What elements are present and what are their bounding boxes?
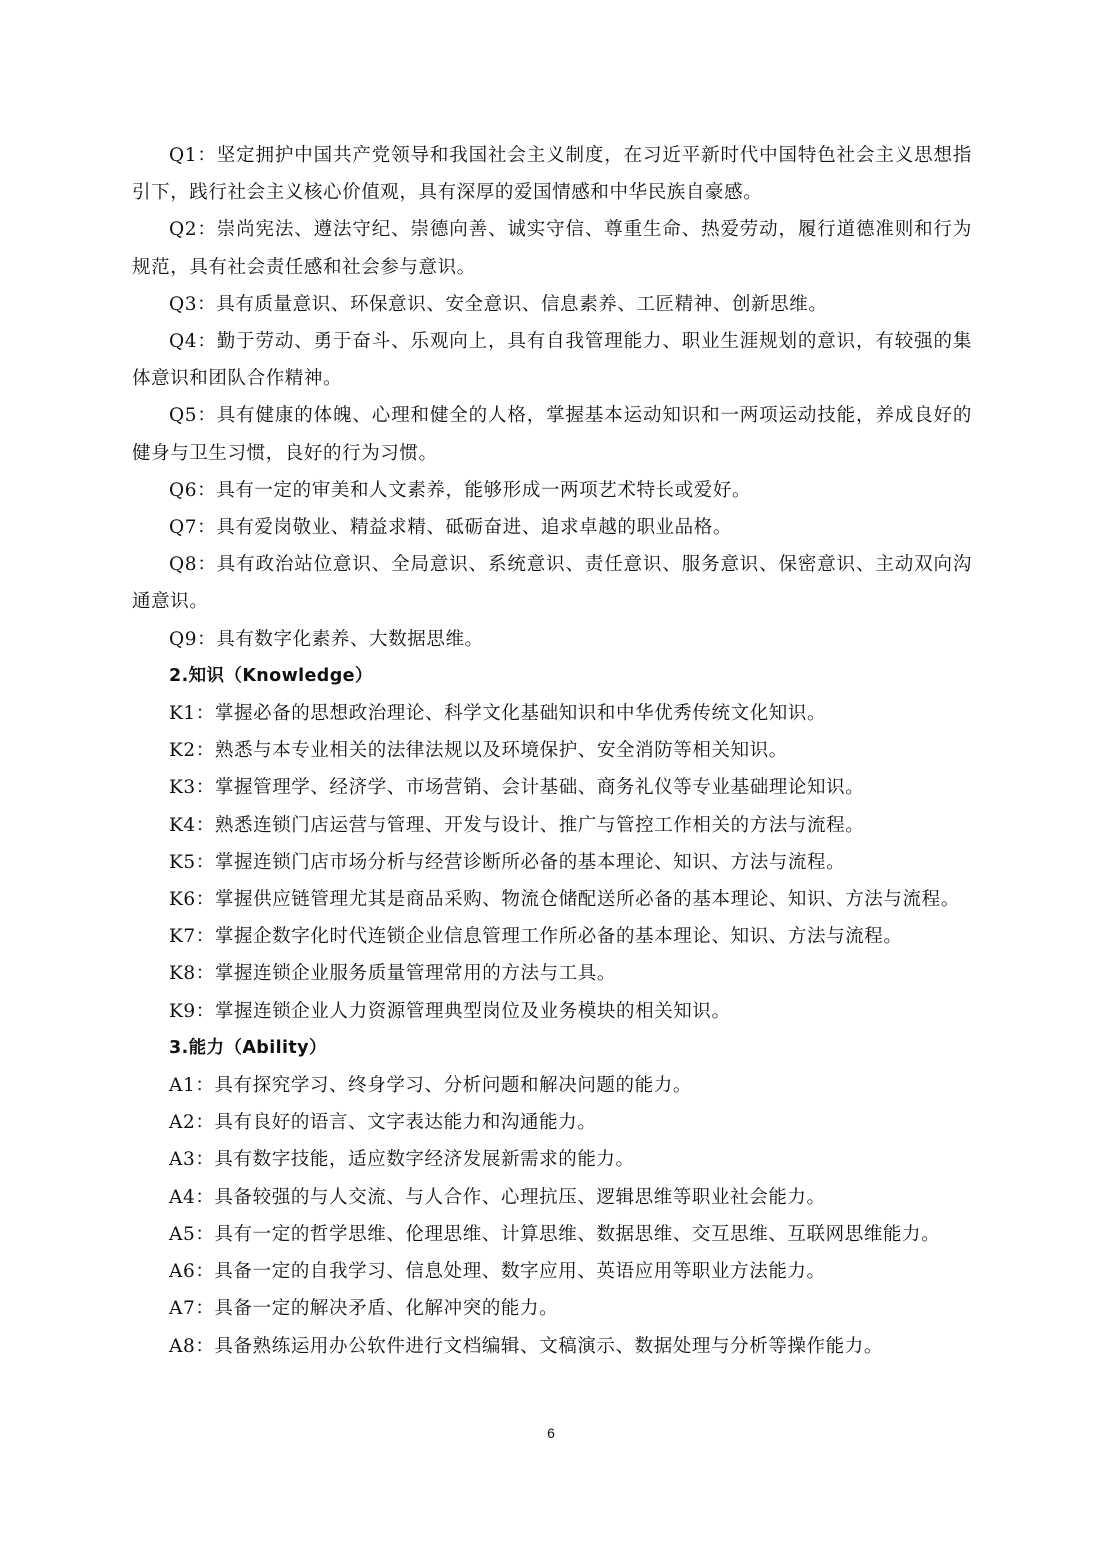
ability-item-a7: A7：具备一定的解决矛盾、化解冲突的能力。 xyxy=(169,1298,559,1320)
quality-item-q1: Q1：坚定拥护中国共产党领导和我国社会主义制度，在习近平新时代中国特色社会主义思想指引下，践行社会主义核心价值观，具有深厚的爱国情感和中华民族自豪感。 xyxy=(132,145,972,204)
page-content xyxy=(132,137,972,1365)
ability-item-a5: A5：具有一定的哲学思维、伦理思维、计算思维、数据思维、交互思维、互联网思维能力。 xyxy=(169,1223,941,1245)
quality-item-q4: Q4：勤于劳动、勇于奋斗、乐观向上，具有自我管理能力、职业生涯规划的意识，有较强的集体意识和团队合作精神。 xyxy=(132,331,972,390)
ability-item-a6: A6：具备一定的自我学习、信息处理、数字应用、英语应用等职业方法能力。 xyxy=(169,1261,826,1283)
ability-section xyxy=(132,1030,972,1365)
quality-item-q5: Q5：具有健康的体魄、心理和健全的人格，掌握基本运动知识和一两项运动技能，养成良好的健身与卫生习惯，良好的行为习惯。 xyxy=(132,405,972,464)
ability-item-a8: A8：具备熟练运用办公软件进行文档编辑、文稿演示、数据处理与分析等操作能力。 xyxy=(169,1335,883,1357)
knowledge-item-k5: K5：掌握连锁门店市场分析与经营诊断所必备的基本理论、知识、方法与流程。 xyxy=(169,851,846,873)
knowledge-item-k9: K9：掌握连锁企业人力资源管理典型岗位及业务模块的相关知识。 xyxy=(169,1000,731,1022)
knowledge-item-k4: K4：熟悉连锁门店运营与管理、开发与设计、推广与管控工作相关的方法与流程。 xyxy=(169,814,865,836)
knowledge-item-k3: K3：掌握管理学、经济学、市场营销、会计基础、商务礼仪等专业基础理论知识。 xyxy=(169,777,865,799)
quality-item-q6: Q6：具有一定的审美和人文素养，能够形成一两项艺术特长或爱好。 xyxy=(169,479,752,501)
quality-item-q3: Q3：具有质量意识、环保意识、安全意识、信息素养、工匠精神、创新思维。 xyxy=(169,293,828,315)
quality-item-q8: Q8：具有政治站位意识、全局意识、系统意识、责任意识、服务意识、保密意识、主动双向沟通意识。 xyxy=(132,554,972,613)
ability-item-a3: A3：具有数字技能，适应数字经济发展新需求的能力。 xyxy=(169,1149,635,1171)
page-number: 6 xyxy=(547,1425,555,1441)
knowledge-item-k8: K8：掌握连锁企业服务质量管理常用的方法与工具。 xyxy=(169,963,616,985)
knowledge-heading: 2.知识（Knowledge） xyxy=(169,665,373,686)
quality-section xyxy=(132,137,972,658)
ability-item-a2: A2：具有良好的语言、文字表达能力和沟通能力。 xyxy=(169,1112,597,1134)
quality-item-q7: Q7：具有爱岗敬业、精益求精、砥砺奋进、追求卓越的职业品格。 xyxy=(169,517,732,539)
quality-item-q9: Q9：具有数字化素养、大数据思维。 xyxy=(169,628,484,650)
knowledge-item-k6: K6：掌握供应链管理尤其是商品采购、物流仓储配送所必备的基本理论、知识、方法与流程。 xyxy=(169,889,960,911)
knowledge-section xyxy=(132,658,972,1030)
ability-item-a4: A4：具备较强的与人交流、与人合作、心理抗压、逻辑思维等职业社会能力。 xyxy=(169,1186,826,1208)
knowledge-item-k2: K2：熟悉与本专业相关的法律法规以及环境保护、安全消防等相关知识。 xyxy=(169,740,788,762)
ability-heading: 3.能力（Ability） xyxy=(169,1037,327,1058)
quality-item-q2: Q2：崇尚宪法、遵法守纪、崇德向善、诚实守信、尊重生命、热爱劳动，履行道德准则和行为规范，具有社会责任感和社会参与意识。 xyxy=(132,219,972,278)
ability-item-a1: A1：具有探究学习、终身学习、分析问题和解决问题的能力。 xyxy=(169,1075,692,1097)
knowledge-item-k1: K1：掌握必备的思想政治理论、科学文化基础知识和中华优秀传统文化知识。 xyxy=(169,703,827,725)
knowledge-item-k7: K7：掌握企数字化时代连锁企业信息管理工作所必备的基本理论、知识、方法与流程。 xyxy=(169,926,903,948)
